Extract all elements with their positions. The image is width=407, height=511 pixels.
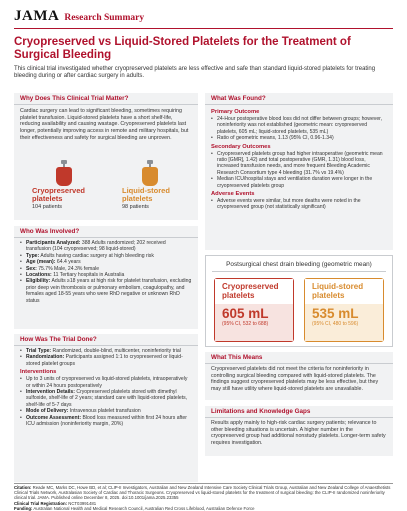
list-item: • 24-Hour postoperative blood loss did not differ between groups; however, noninferiority was not established (geometric mean: cryopreserved platelets, 605 mL; liquid-stored platelets, 535 mL) bbox=[211, 116, 387, 135]
page-title: Cryopreserved vs Liquid-Stored Platelets for the Treatment of Surgical Bleeding bbox=[14, 36, 351, 61]
treatment-groups bbox=[24, 160, 192, 218]
why-section bbox=[14, 93, 198, 220]
item-key: Eligibility: bbox=[26, 278, 51, 285]
secondary-outcomes-heading: Secondary Outcomes bbox=[211, 143, 271, 150]
item-key: Trial Type: bbox=[26, 348, 52, 354]
list-item: • Cryopreserved platelets group had higher intraoperative (geometric mean ratio [GMR], 1.42) and total postoperative (GMR, 1.31) blood loss, increased transfusion needs, and more frequent Bleeding Academic Research Consortium type 4 bleeding (31.7% vs 19.4%) bbox=[211, 151, 387, 177]
result-value: 605 mL bbox=[222, 306, 269, 321]
item-key: Outcome Assessment: bbox=[26, 414, 82, 421]
item-key: Intervention Details: bbox=[26, 389, 75, 396]
list-item: • Median ICU/hospital stays and ventilation duration were longer in the cryopreserved platelets group bbox=[211, 176, 387, 189]
limitations-section bbox=[205, 406, 393, 456]
result-ci: (95% CI, 532 to 688) bbox=[222, 321, 269, 327]
cryopreserved-bag-icon bbox=[54, 160, 74, 186]
result-card-label: Cryopreserved platelets bbox=[215, 279, 293, 304]
header-rule bbox=[14, 28, 393, 29]
interventions-heading: Interventions bbox=[20, 369, 57, 376]
list-item bbox=[20, 389, 192, 408]
list-item bbox=[20, 354, 192, 367]
item-key: Type: bbox=[26, 252, 40, 259]
result-card-value-area bbox=[305, 304, 383, 341]
result-card-liquid bbox=[304, 278, 384, 342]
item-text: Randomized, double-blind, multicenter, noninferiority trial bbox=[52, 348, 181, 354]
brand-logo: JAMA bbox=[14, 8, 60, 24]
result-cards-panel bbox=[205, 255, 393, 347]
item-text: Intravenous platelet transfusion bbox=[69, 408, 141, 415]
methods-section bbox=[14, 334, 198, 482]
funding-text: Australian National Health and Medical Research Council, Australian Red Cross Lifeblood, Australian Defence Force bbox=[33, 505, 255, 511]
footer bbox=[14, 485, 394, 511]
list-item: • Adverse events were similar, but more deaths were noted in the cryopreserved group (not statistically significant) bbox=[211, 198, 387, 211]
list-item bbox=[20, 415, 192, 428]
methods-heading: How Was The Trial Done? bbox=[14, 334, 198, 346]
group-label-liquid: Liquid-stored platelets bbox=[122, 186, 170, 203]
why-heading: Why Does This Clinical Trial Matter? bbox=[14, 93, 198, 105]
list-item bbox=[20, 240, 192, 253]
group-label-cryo: Cryopreserved platelets bbox=[32, 186, 85, 203]
intro-text: This clinical trial investigated whether cryopreserved platelets are less effective and safe than standard liquid-stored platelets for treating bleeding during or after cardiac surgery in adults. bbox=[14, 66, 376, 80]
adverse-events-heading: Adverse Events bbox=[211, 191, 255, 198]
item-key: Mode of Delivery: bbox=[26, 408, 69, 415]
result-card-label: Liquid-stored platelets bbox=[305, 279, 383, 304]
item-text: 75.7% Male, 24.3% female bbox=[38, 265, 100, 272]
citation bbox=[14, 485, 394, 501]
item-key: Randomization: bbox=[26, 354, 65, 361]
item-text: Cryopreserved platelets stored with dimethyl sulfoxide, shelf-life of 2 years; standard care with liquid-stored platelets, shelf-life of 5-7 days bbox=[26, 389, 188, 408]
item-text: Up to 3 units of cryopreserved vs liquid-stored platelets, intraoperatively or within 24 hours postoperatively bbox=[26, 376, 188, 389]
result-card-value-area bbox=[215, 304, 293, 341]
funding-key: Funding: bbox=[14, 505, 33, 511]
citation-key: Citation: bbox=[14, 485, 32, 490]
limitations-heading: Limitations and Knowledge Gaps bbox=[205, 406, 393, 418]
item-text: Adults having cardiac surgery at high bleeding risk bbox=[40, 252, 154, 259]
participants-section bbox=[14, 226, 198, 329]
result-value: 535 mL bbox=[312, 306, 359, 321]
result-ci: (95% CI, 480 to 596) bbox=[312, 321, 359, 327]
item-text: Adults ≥18 years at high risk for platelet transfusion, excluding prior deep vein thrombosis or pulmonary embolism, coagulopathy, and females aged 18-55 years who were RhD negative or unknown RhD status bbox=[26, 278, 192, 304]
result-title: Postsurgical chest drain bleeding (geometric mean) bbox=[226, 261, 372, 268]
list-item bbox=[20, 278, 192, 304]
registration-text: NCT03991481 bbox=[68, 500, 97, 506]
implications-heading: What This Means bbox=[205, 352, 393, 364]
divider bbox=[212, 271, 386, 272]
list-item: • Ratio of geometric means, 1.13 (95% CI, 0.96-1.34) bbox=[211, 135, 387, 141]
header bbox=[14, 8, 144, 24]
item-key: Locations: bbox=[26, 272, 52, 279]
group-count-cryo: 104 patients bbox=[32, 204, 62, 210]
item-text: Participants assigned 1:1 to cryopreserved or liquid-stored platelet groups bbox=[26, 354, 183, 367]
funding bbox=[14, 506, 394, 511]
why-text: Cardiac surgery can lead to significant bleeding, sometimes requiring platelet transfusion. Liquid-stored platelets have a short shelf-life, reducing availability and causing wastage. Cryopreserved platelets last longer, potentially improving access in remote and military hospitals, but their effectiveness and safety for surgical bleeding are unproven. bbox=[20, 108, 189, 141]
group-count-liquid: 98 patients bbox=[122, 204, 149, 210]
primary-outcome-heading: Primary Outcome bbox=[211, 109, 260, 115]
item-text: 11 Tertiary hospitals in Australia bbox=[53, 272, 125, 279]
item-key: Age (mean): bbox=[26, 259, 56, 266]
item-key: Participants Analyzed: bbox=[26, 240, 81, 246]
item-text: 388 Adults randomized; 202 received transfusion (104 cryopreserved; 98 liquid-stored) bbox=[26, 240, 166, 253]
series-label: Research Summary bbox=[64, 13, 145, 23]
item-text: Blood loss measured within first 24 hours after ICU admission (noninferiority margin, 20%) bbox=[26, 414, 187, 428]
limitations-text: Results apply mainly to high-risk cardiac surgery patients; relevance to other bleeding situations is uncertain. A higher number in the cryopreserved group had additional nonstudy platelets. Longer-term safety requires investigation. bbox=[211, 420, 386, 447]
citation-text: Reade MC, Marks DC, Howe BD, et al; CLIP-II Investigators, Australian and New Zealand Intensive Care Society Clinical Trials Group, Australian and New Zealand College of Anaesthetists Clinical Trials Network, Australasian Society of Cardiac and Thoracic Surgeons. Cryopreserved vs liquid-stored platelets for the treatment of surgical bleeding: the CLIP-II randomized noninferiority clinical trial. JAMA. Published online December 8, 2025. doi:10.1001/jama.2025.23355 bbox=[14, 485, 391, 501]
list-item bbox=[20, 376, 192, 389]
item-key: Sex: bbox=[26, 265, 37, 272]
result-card-cryo bbox=[214, 278, 294, 342]
registration-key: Clinical Trial Registration: bbox=[14, 500, 68, 506]
implications-section bbox=[205, 352, 393, 400]
findings-heading: What Was Found? bbox=[205, 93, 393, 105]
item-text: 64.4 years bbox=[56, 259, 81, 266]
implications-text: Cryopreserved platelets did not meet the criteria for noninferiority in controlling surgical bleeding compared with liquid-stored platelets. The findings suggest cryopreserved platelets may be less effective, but they may still have utility where liquid-stored platelets are unavailable. bbox=[211, 366, 379, 393]
participants-heading: Who Was Involved? bbox=[14, 226, 198, 238]
findings-section bbox=[205, 93, 393, 250]
footer-rule bbox=[14, 483, 393, 484]
liquid-stored-bag-icon bbox=[140, 160, 160, 186]
